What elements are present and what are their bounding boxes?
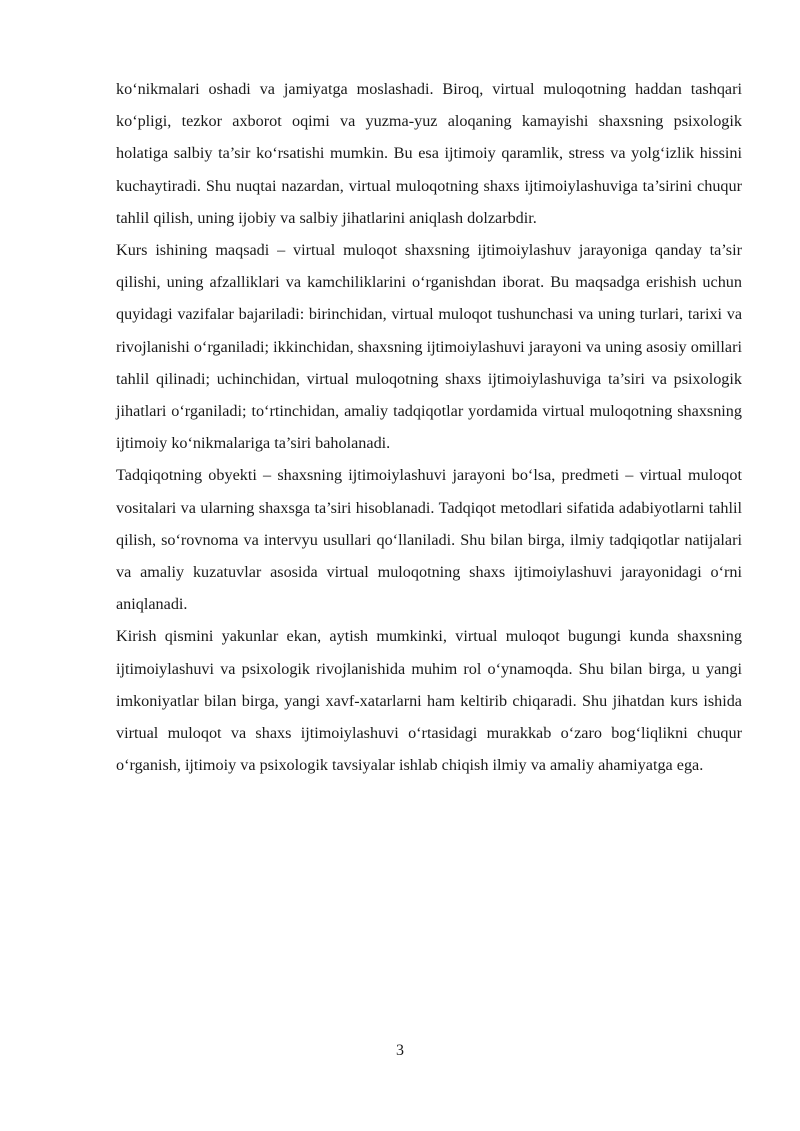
paragraph-3: Tadqiqotning obyekti – shaxsning ijtimoiylashuvi jarayoni bo‘lsa, predmeti – virtual muloqot vositalari va ularning shaxsga ta’siri hisoblanadi. Tadqiqot metodlari sifatida adabiyotlarni tahlil qilish, so‘rovnoma va intervyu usullari qo‘llaniladi. Shu bilan birga, ilmiy tadqiqotlar natijalari va amaliy kuzatuvlar asosida virtual muloqotning shaxs ijtimoiylashuvi jarayonidagi o‘rni aniqlanadi. [116,466,742,614]
paragraph-4: Kirish qismini yakunlar ekan, aytish mumkinki, virtual muloqot bugungi kunda shaxsning ijtimoiylashuvi va psixologik rivojlanishida muhim rol o‘ynamoqda. Shu bilan birga, u yangi imkoniyatlar bilan birga, yangi xavf-xatarlarni ham keltirib chiqaradi. Shu jihatdan kurs ishida virtual muloqot va shaxs ijtimoiylashuvi o‘rtasidagi murakkab o‘zaro bog‘liqlikni chuqur o‘rganish, ijtimoiy va psixologik tavsiyalar ishlab chiqish ilmiy va amaliy ahamiyatga ega. [116,627,742,775]
page-number: 3 [396,1042,404,1059]
page-body [116,73,742,781]
paragraph-1: ko‘nikmalari oshadi va jamiyatga moslashadi. Biroq, virtual muloqotning haddan tashqari ko‘pligi, tezkor axborot oqimi va yuzma-yuz aloqaning kamayishi shaxsning psixologik holatiga salbiy ta’sir ko‘rsatishi mumkin. Bu esa ijtimoiy qaramlik, stress va yolg‘izlik hissini kuchaytiradi. Shu nuqtai nazardan, virtual muloqotning shaxs ijtimoiylashuviga ta’sirini chuqur tahlil qilish, uning ijobiy va salbiy jihatlarini aniqlash dolzarbdir. [116,80,742,227]
paragraph-2: Kurs ishining maqsadi – virtual muloqot shaxsning ijtimoiylashuv jarayoniga qanday ta’sir qilishi, uning afzalliklari va kamchiliklarini o‘rganishdan iborat. Bu maqsadga erishish uchun quyidagi vazifalar bajariladi: birinchidan, virtual muloqot tushunchasi va uning turlari, tarixi va rivojlanishi o‘rganiladi; ikkinchidan, shaxsning ijtimoiylashuvi jarayoni va uning asosiy omillari tahlil qilinadi; uchinchidan, virtual muloqotning shaxs ijtimoiylashuviga ta’siri va psixologik jihatlari o‘rganiladi; to‘rtinchidan, amaliy tadqiqotlar yordamida virtual muloqotning shaxsning ijtimoiy ko‘nikmalariga ta’siri baholanadi. [116,241,742,453]
